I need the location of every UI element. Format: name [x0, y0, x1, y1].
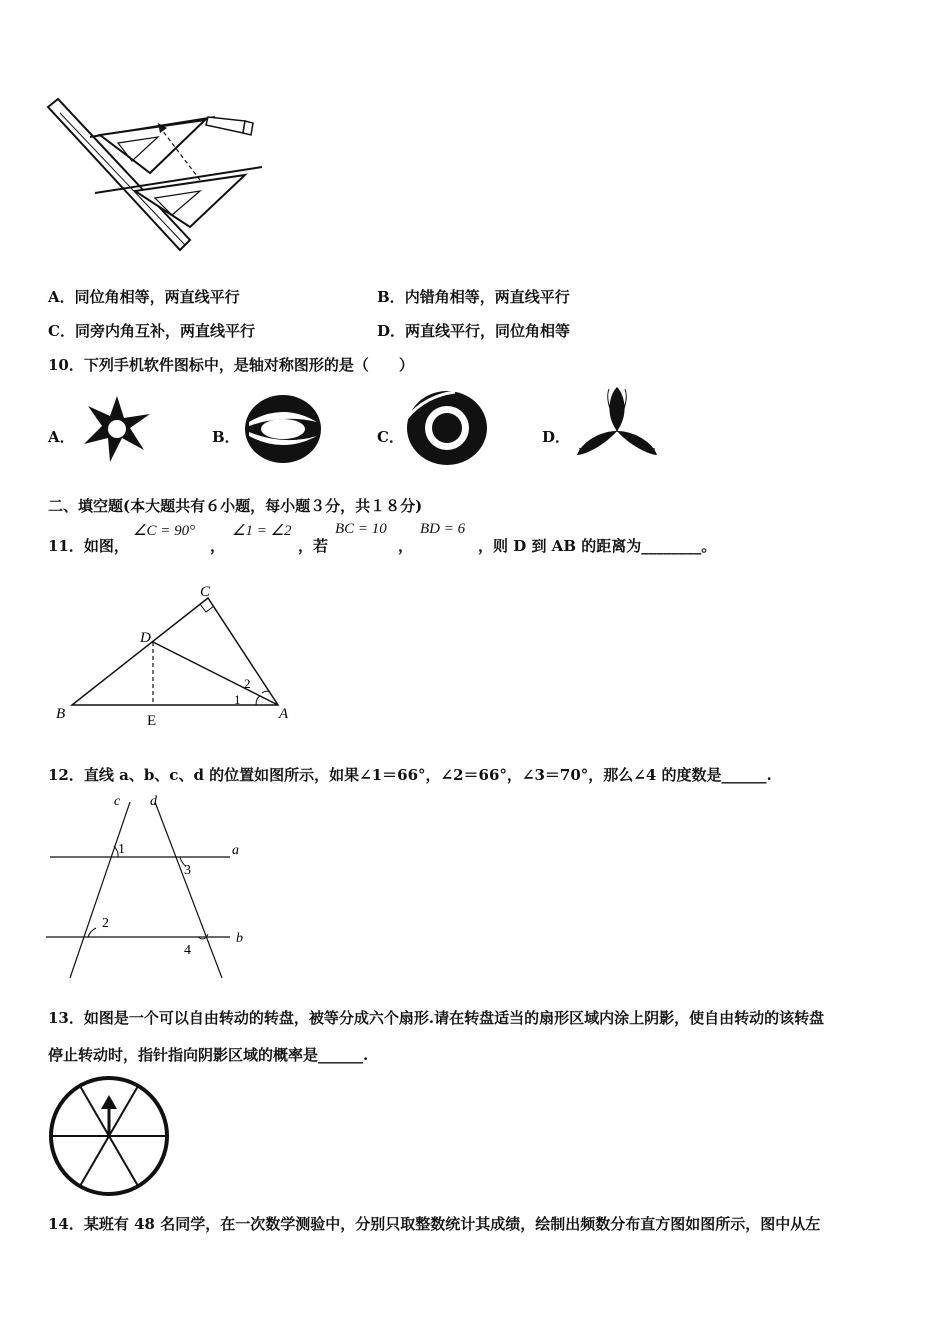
icon-a-star-figure	[80, 392, 155, 467]
label-a: A	[279, 706, 289, 722]
option-c-letter: C．	[48, 322, 75, 340]
line-label-d: d	[150, 794, 157, 809]
label-angle-1: 1	[234, 692, 241, 707]
q13-line2: 停止转动时，指针指向阴影区域的概率是______.	[48, 1046, 369, 1064]
option-b-text: 内错角相等，两直线平行	[404, 288, 570, 306]
q10-label-c: C．	[377, 428, 404, 446]
angle-label-1: 1	[118, 842, 125, 857]
angle-label-4: 4	[184, 943, 191, 958]
option-b	[377, 286, 570, 307]
option-a-letter: A．	[48, 288, 75, 306]
option-a	[48, 286, 240, 307]
angle-label-3: 3	[184, 863, 191, 878]
option-a-text: 同位角相等，两直线平行	[74, 288, 240, 306]
q10-stem: 10．下列手机软件图标中，是轴对称图形的是（ ）	[48, 356, 414, 374]
label-e: E	[147, 713, 157, 729]
line-label-b: b	[236, 931, 243, 946]
option-b-letter: B．	[377, 288, 405, 306]
label-c: C	[200, 584, 211, 600]
q11-math-bd: BD = 6	[420, 521, 466, 537]
q11-math-angle-c: ∠C = 90°	[133, 523, 196, 539]
parallel-ruler-figure	[40, 95, 270, 270]
angle-label-2: 2	[102, 916, 109, 931]
option-d-text: 两直线平行，同位角相等	[405, 322, 571, 340]
q11-sep1: ，	[210, 537, 226, 555]
q10-label-d: D．	[542, 428, 571, 446]
q11-math-bc: BC = 10	[335, 521, 387, 537]
option-c	[48, 320, 255, 341]
icon-c-swirl-figure	[405, 388, 490, 468]
section-heading: 二、填空题(本大题共有６小题，每小题３分，共１８分)	[48, 497, 423, 515]
q11-sep3: ，	[398, 537, 414, 555]
q11-prefix: 11．如图，	[48, 537, 129, 555]
icon-b-ring-figure	[243, 392, 323, 467]
q10-label-b: B．	[212, 428, 240, 446]
label-b: B	[56, 706, 66, 722]
line-label-a: a	[232, 843, 239, 858]
q12-stem: 12．直线 a、b、c、d 的位置如图所示，如果∠1＝66°，∠2＝66°，∠3＝70°，那么∠4 的度数是______.	[48, 766, 772, 784]
q14-line1: 14．某班有 48 名同学，在一次数学测验中，分别只取整数统计其成绩，绘制出频数分布直方图如图所示，图中从左	[48, 1215, 821, 1233]
q11-suffix: ，则 D 到 AB 的距离为________。	[478, 537, 717, 555]
label-angle-2: 2	[244, 676, 251, 691]
triangle-figure	[50, 580, 300, 730]
q11-math-angles: ∠1 = ∠2	[232, 523, 292, 539]
line-label-c: c	[114, 794, 121, 809]
option-d-letter: D．	[377, 322, 406, 340]
spinner-figure	[48, 1075, 170, 1197]
q11-sep2: ，若	[298, 537, 329, 555]
q10-label-a: A．	[48, 428, 75, 446]
icon-d-trefoil-figure	[575, 385, 660, 465]
q13-line1: 13．如图是一个可以自由转动的转盘，被等分成六个扇形.请在转盘适当的扇形区域内涂上阴影，使自由转动的该转盘	[48, 1009, 825, 1027]
parallel-lines-figure	[40, 790, 260, 985]
option-d	[377, 320, 570, 341]
label-d: D	[140, 630, 151, 646]
option-c-text: 同旁内角互补，两直线平行	[74, 322, 255, 340]
